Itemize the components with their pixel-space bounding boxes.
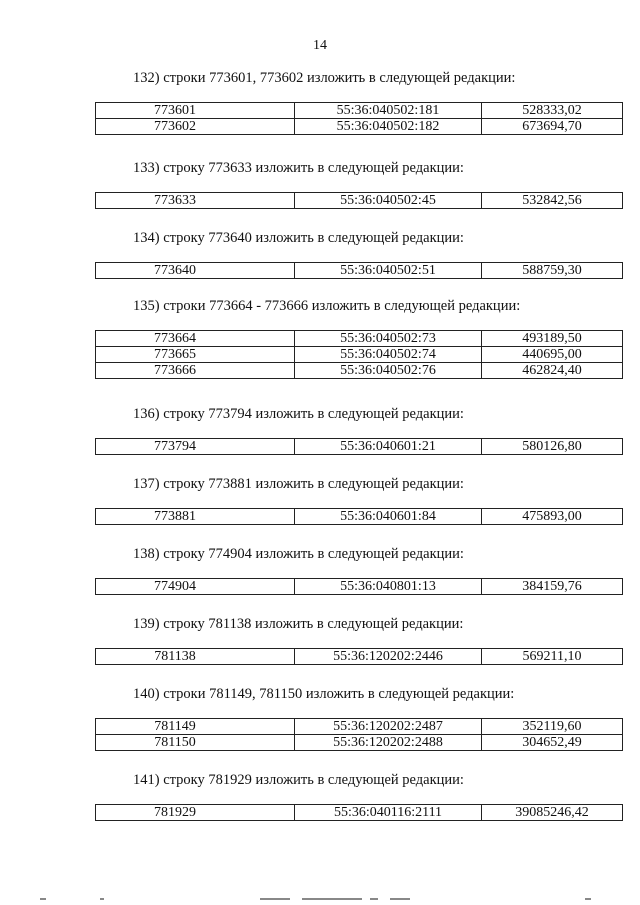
row-number-cell: 781929 (96, 805, 295, 821)
cadastral-number-cell: 55:36:040502:51 (295, 263, 482, 279)
cadastral-number-cell: 55:36:040601:21 (295, 439, 482, 455)
section-heading: 134) строку 773640 изложить в следующей редакции: (133, 230, 464, 246)
table-row (96, 439, 623, 455)
cadastral-number-cell: 55:36:040502:76 (295, 363, 482, 379)
value-cell: 352119,60 (482, 719, 623, 735)
table-row (96, 331, 623, 347)
cadastral-number-cell: 55:36:120202:2488 (295, 735, 482, 751)
row-number-cell: 773664 (96, 331, 295, 347)
row-number-cell: 773794 (96, 439, 295, 455)
section-heading: 140) строки 781149, 781150 изложить в следующей редакции: (133, 686, 515, 702)
cadastral-number-cell: 55:36:040502:73 (295, 331, 482, 347)
section-heading: 141) строку 781929 изложить в следующей редакции: (133, 772, 464, 788)
value-cell: 569211,10 (482, 649, 623, 665)
scan-mark (370, 898, 378, 900)
section-heading: 135) строки 773664 - 773666 изложить в следующей редакции: (133, 298, 521, 314)
table-row (96, 363, 623, 379)
section-heading: 138) строку 774904 изложить в следующей редакции: (133, 546, 464, 562)
row-number-cell: 773602 (96, 119, 295, 135)
amendment-table (95, 578, 623, 595)
row-number-cell: 781149 (96, 719, 295, 735)
value-cell: 39085246,42 (482, 805, 623, 821)
section-heading: 132) строки 773601, 773602 изложить в следующей редакции: (133, 70, 516, 86)
cadastral-number-cell: 55:36:120202:2487 (295, 719, 482, 735)
value-cell: 462824,40 (482, 363, 623, 379)
amendment-table (95, 438, 623, 455)
table-row (96, 263, 623, 279)
value-cell: 475893,00 (482, 509, 623, 525)
amendment-table (95, 718, 623, 751)
cadastral-number-cell: 55:36:040601:84 (295, 509, 482, 525)
value-cell: 493189,50 (482, 331, 623, 347)
value-cell: 580126,80 (482, 439, 623, 455)
scan-mark (100, 898, 104, 900)
cadastral-number-cell: 55:36:120202:2446 (295, 649, 482, 665)
cadastral-number-cell: 55:36:040502:45 (295, 193, 482, 209)
row-number-cell: 781150 (96, 735, 295, 751)
section-heading: 133) строку 773633 изложить в следующей редакции: (133, 160, 464, 176)
table-row (96, 579, 623, 595)
amendment-table (95, 102, 623, 135)
value-cell: 588759,30 (482, 263, 623, 279)
amendment-table (95, 262, 623, 279)
row-number-cell: 773640 (96, 263, 295, 279)
section-heading: 136) строку 773794 изложить в следующей редакции: (133, 406, 464, 422)
amendment-table (95, 330, 623, 379)
cadastral-number-cell: 55:36:040116:2111 (295, 805, 482, 821)
table-row (96, 649, 623, 665)
scan-mark (390, 898, 410, 900)
section-heading: 137) строку 773881 изложить в следующей редакции: (133, 476, 464, 492)
row-number-cell: 773881 (96, 509, 295, 525)
scan-footer-marks (40, 896, 600, 902)
row-number-cell: 773665 (96, 347, 295, 363)
value-cell: 532842,56 (482, 193, 623, 209)
table-row (96, 509, 623, 525)
row-number-cell: 773633 (96, 193, 295, 209)
scan-mark (260, 898, 290, 900)
row-number-cell: 781138 (96, 649, 295, 665)
value-cell: 440695,00 (482, 347, 623, 363)
amendment-table (95, 804, 623, 821)
table-row (96, 193, 623, 209)
section-heading: 139) строку 781138 изложить в следующей редакции: (133, 616, 464, 632)
cadastral-number-cell: 55:36:040502:182 (295, 119, 482, 135)
table-row (96, 119, 623, 135)
value-cell: 673694,70 (482, 119, 623, 135)
row-number-cell: 774904 (96, 579, 295, 595)
value-cell: 384159,76 (482, 579, 623, 595)
cadastral-number-cell: 55:36:040801:13 (295, 579, 482, 595)
value-cell: 304652,49 (482, 735, 623, 751)
cadastral-number-cell: 55:36:040502:74 (295, 347, 482, 363)
scan-mark (40, 898, 46, 900)
amendment-table (95, 192, 623, 209)
table-row (96, 805, 623, 821)
scan-mark (302, 898, 362, 900)
table-row (96, 347, 623, 363)
value-cell: 528333,02 (482, 103, 623, 119)
table-row (96, 735, 623, 751)
row-number-cell: 773601 (96, 103, 295, 119)
amendment-table (95, 648, 623, 665)
scan-mark (585, 898, 591, 900)
amendment-table (95, 508, 623, 525)
table-row (96, 719, 623, 735)
cadastral-number-cell: 55:36:040502:181 (295, 103, 482, 119)
table-row (96, 103, 623, 119)
page-number: 14 (313, 38, 327, 53)
row-number-cell: 773666 (96, 363, 295, 379)
